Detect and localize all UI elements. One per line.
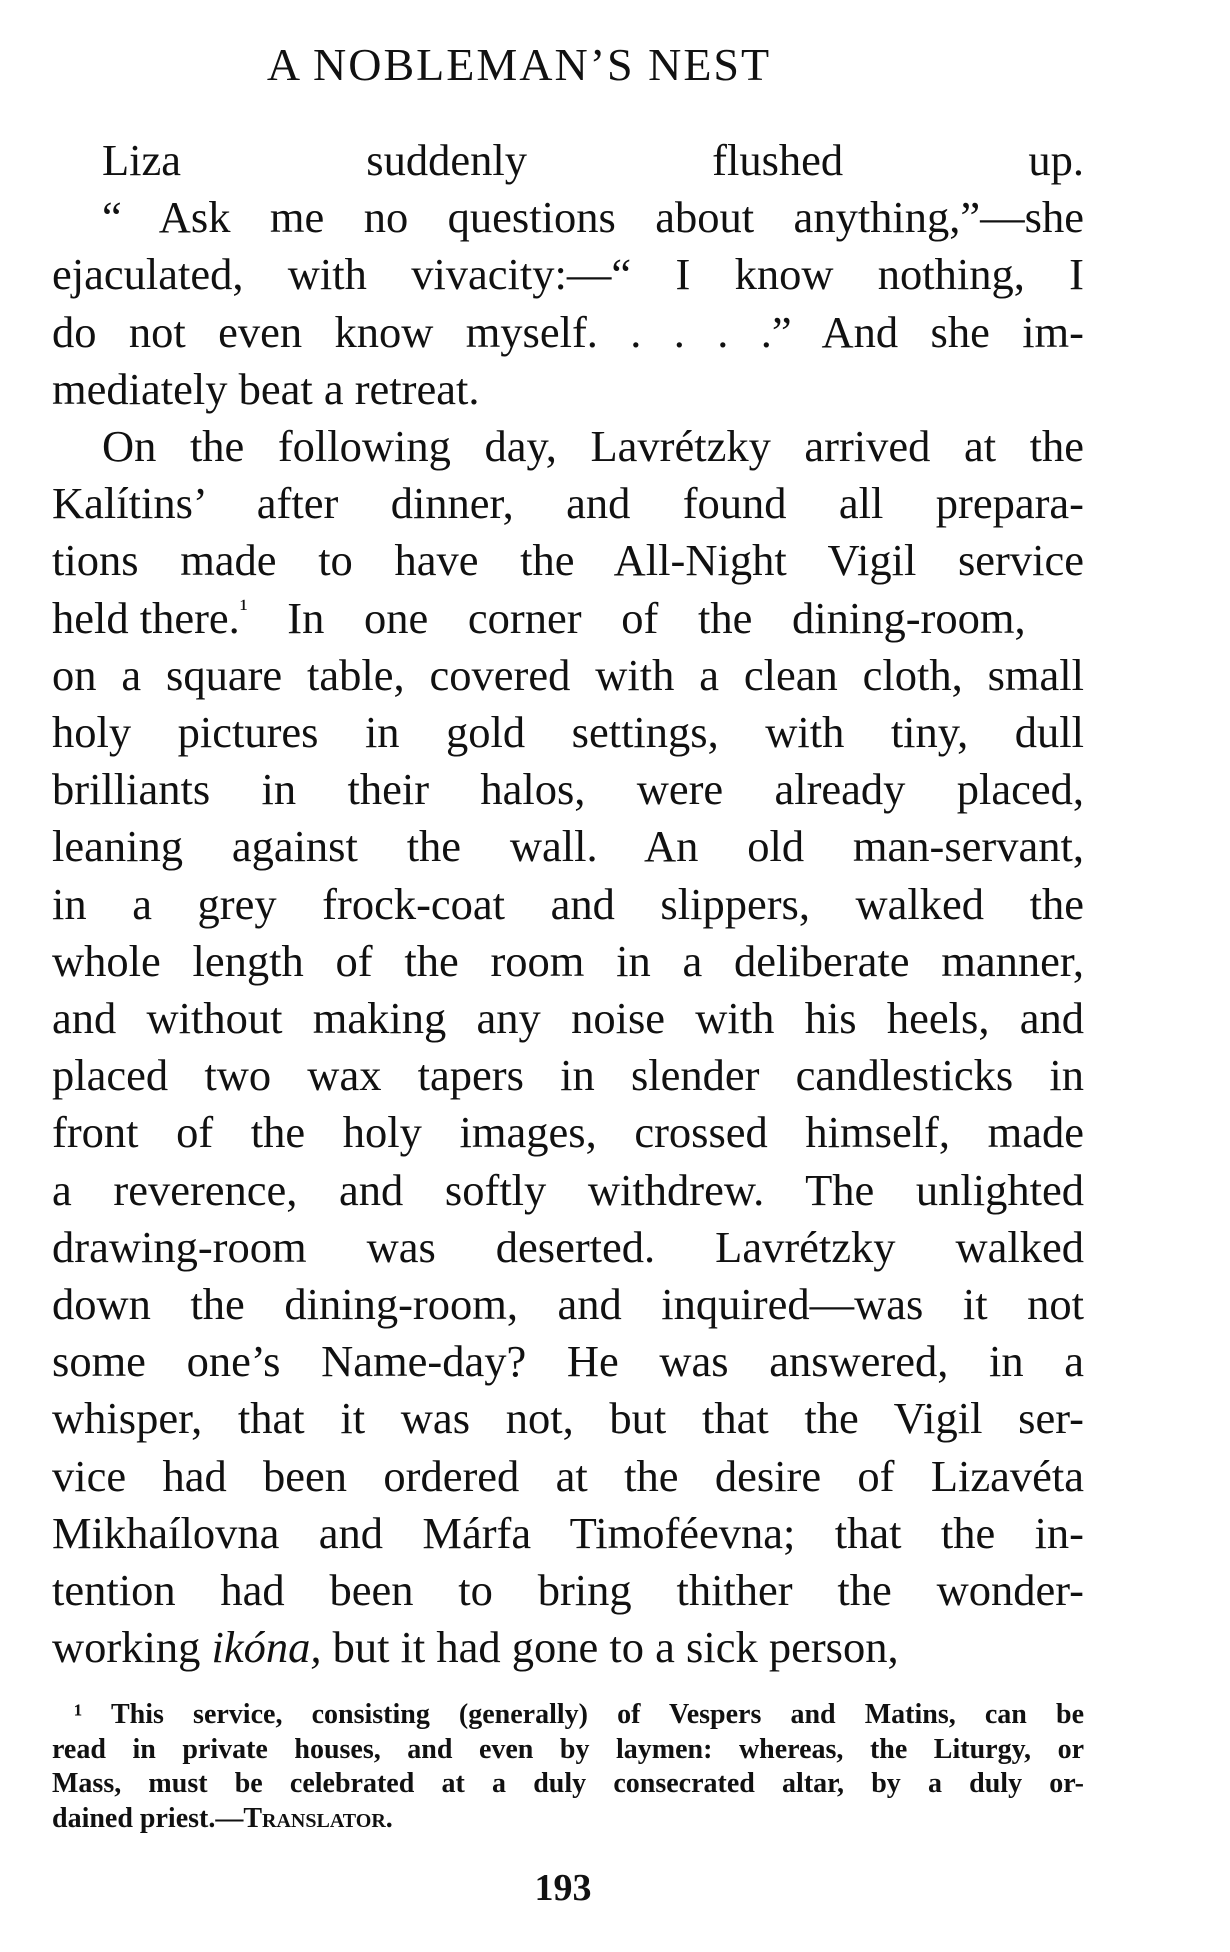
text-line: on a square table, covered with a clean cloth, small xyxy=(52,649,1084,700)
text-line: in a grey frock-coat and slippers, walked the xyxy=(52,878,1084,929)
text-line: do not even know myself. . . . .” And she im- xyxy=(52,306,1084,357)
text-line: a reverence, and softly withdrew. The unlighted xyxy=(52,1164,1084,1215)
running-title-text: A NOBLEMAN’S NEST xyxy=(266,39,772,90)
text-line: On the following day, Lavrétzky arrived at the xyxy=(102,421,1084,472)
page-number xyxy=(0,1866,1230,1910)
footnote-attribution: Translator. xyxy=(243,1802,393,1834)
text-line: ejaculated, with vivacity:—“ I know nothing, I xyxy=(52,249,1084,300)
footnote-reference: ¹ xyxy=(239,593,248,623)
text-line: Mikhaílovna and Márfa Timoféevna; that the in- xyxy=(52,1507,1084,1558)
footnote-line: read in private houses, and even by laymen: whereas, the Liturgy, or xyxy=(52,1733,1084,1765)
text-line: tention had been to bring thither the wonder- xyxy=(52,1565,1084,1616)
text-line: some one’s Name-day? He was answered, in a xyxy=(52,1336,1084,1387)
text-segment: but it had gone to a sick person, xyxy=(321,1622,899,1673)
text-line: Liza suddenly flushed up. xyxy=(102,135,1084,185)
footnote-line-last xyxy=(52,1802,1084,1837)
text-line: “ Ask me no questions about anything,”—she xyxy=(102,192,1084,243)
footnote-line: Mass, must be celebrated at a duly consecrated altar, by a duly or- xyxy=(52,1768,1084,1799)
text-line: Kalítins’ after dinner, and found all prepara- xyxy=(52,478,1084,529)
body-text xyxy=(52,132,1084,1676)
text-segment: held there. xyxy=(52,592,240,643)
text-line: front of the holy images, crossed himself, made xyxy=(52,1107,1084,1158)
text-line: whole length of the room in a deliberate manner, xyxy=(52,935,1084,986)
text-line: down the dining-room, and inquired—was it not xyxy=(52,1279,1084,1330)
footnote-text: dained priest.— xyxy=(52,1802,244,1834)
italic-word: ikóna, xyxy=(211,1622,322,1673)
footnote xyxy=(52,1698,1084,1836)
text-line: whisper, that it was not, but that the Vigil ser- xyxy=(52,1393,1084,1444)
text-line: drawing-room was deserted. Lavrétzky walked xyxy=(52,1221,1084,1272)
text-line: and without making any noise with his heels, and xyxy=(52,993,1084,1044)
running-title xyxy=(0,39,1230,90)
text-segment: In one corner of the dining-room, xyxy=(247,592,1026,643)
footnote-line: ¹ This service, consisting (generally) of Vespers and Matins, can be xyxy=(74,1699,1084,1730)
text-line-with-italic xyxy=(52,1619,1084,1676)
text-line: tions made to have the All-Night Vigil service xyxy=(52,535,1084,586)
text-line: mediately beat a retreat. xyxy=(52,363,480,414)
text-line-with-note xyxy=(52,590,1084,647)
text-segment: working xyxy=(52,1622,212,1673)
text-line: brilliants in their halos, were already placed, xyxy=(52,764,1084,815)
text-line: vice had been ordered at the desire of Lizavéta xyxy=(52,1450,1084,1501)
text-line: holy pictures in gold settings, with tiny, dull xyxy=(52,707,1084,758)
text-line: leaning against the wall. An old man-servant, xyxy=(52,821,1084,872)
text-line: placed two wax tapers in slender candlesticks in xyxy=(52,1050,1084,1101)
page-number-text: 193 xyxy=(534,1867,592,1909)
